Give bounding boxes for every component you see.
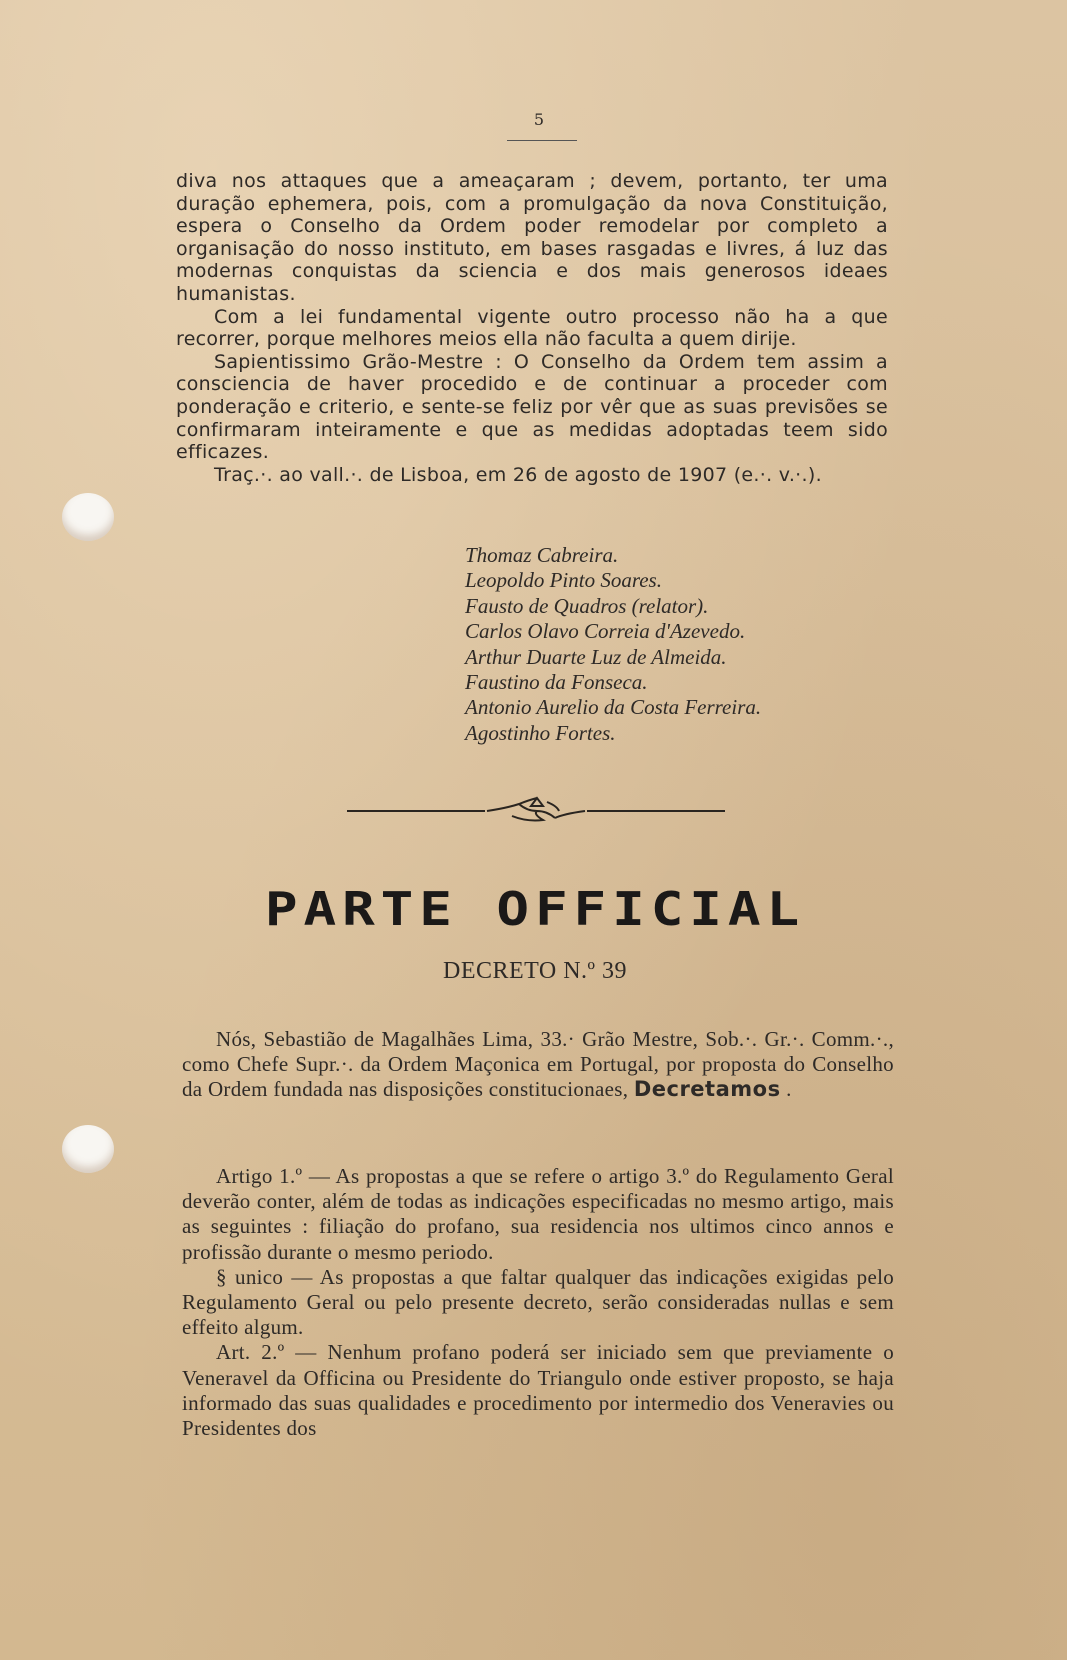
- article-paragraph: Art. 2.º — Nenhum profano poderá ser iniciado sem que previamente o Veneravel da Officina ou Presidente do Triangulo onde estiver proposto, se haja informado das suas qualidades e procedimento por intermedio dos Veneravies ou Presidentes dos: [182, 1340, 894, 1441]
- binder-hole: [62, 1125, 114, 1173]
- decree-word: Decretamos: [633, 1077, 781, 1102]
- signature-line: Carlos Olavo Correia d'Azevedo.: [465, 619, 746, 644]
- signature-line: Faustino da Fonseca.: [465, 670, 648, 695]
- article-paragraph: Artigo 1.º — As propostas a que se refere o artigo 3.º do Regulamento Geral deverão conter, além de todas as indicações especificadas no mesmo artigo, mais as seguintes : filiação do profano, sua residencia nos ultimos cinco annos e profissão durante o mesmo periodo.: [182, 1164, 894, 1264]
- signature-line: Thomaz Cabreira.: [465, 543, 619, 567]
- page-number: 5: [533, 110, 545, 129]
- decree-intro: [182, 1027, 894, 1103]
- signature-list: [465, 543, 885, 746]
- signature-line: Arthur Duarte Luz de Almeida.: [465, 644, 727, 669]
- signature-line: Antonio Aurelio da Costa Ferreira.: [465, 695, 762, 720]
- signature-line: Agostinho Fortes.: [465, 720, 616, 745]
- signature-line: Fausto de Quadros (relator).: [465, 593, 709, 618]
- page-number-rule: [507, 140, 577, 141]
- decree-intro-paragraph: [182, 1027, 894, 1103]
- signature-line: Leopoldo Pinto Soares.: [465, 568, 662, 593]
- binder-hole: [62, 493, 114, 541]
- decree-title: DECRETO N.º 39: [443, 958, 627, 984]
- paragraph: Sapientissimo Grão-Mestre : O Conselho da Ordem tem assim a consciencia de haver procedido e de continuar a proceder com ponderação e criterio, e sente-se feliz por vêr que as suas previsões se confirmaram inteiramente e que as medidas adoptadas teem sido efficazes.: [176, 350, 888, 464]
- decree-intro-end: .: [786, 1077, 792, 1102]
- article-paragraph: § unico — As propostas a que faltar qualquer das indicações exigidas pelo Regulamento Geral ou pelo presente decreto, serão consideradas nullas e sem effeito algum.: [182, 1264, 894, 1340]
- paragraph: Com a lei fundamental vigente outro processo não ha a que recorrer, porque melhores meios ella não faculta a quem dirije.: [176, 305, 888, 351]
- ornament-divider: [347, 796, 725, 826]
- paragraph: diva nos attaques que a ameaçaram ; devem, portanto, ter uma duração ephemera, pois, com a promulgação da nova Constituição, espera o Conselho da Ordem poder remodelar por completo a organisação do nosso instituto, em bases rasgadas e livres, á luz das modernas conquistas da sciencia e dos mais generosos ideaes humanistas.: [176, 170, 888, 305]
- decree-intro-text: Nós, Sebastião de Magalhães Lima, 33.· Grão Mestre, Sob.·. Gr.·. Comm.·., como Chefe Supr.·. da Ordem Maçonica em Portugal, por proposta do Conselho da Ordem fundada nas disposições constitucionaes,: [182, 1027, 894, 1102]
- report-conclusion-text: [176, 170, 888, 486]
- dateline: Traç.·. ao vall.·. de Lisboa, em 26 de agosto de 1907 (e.·. v.·.).: [214, 463, 822, 486]
- decree-articles: [182, 1164, 894, 1441]
- section-title: PARTE OFFICIAL: [264, 882, 806, 936]
